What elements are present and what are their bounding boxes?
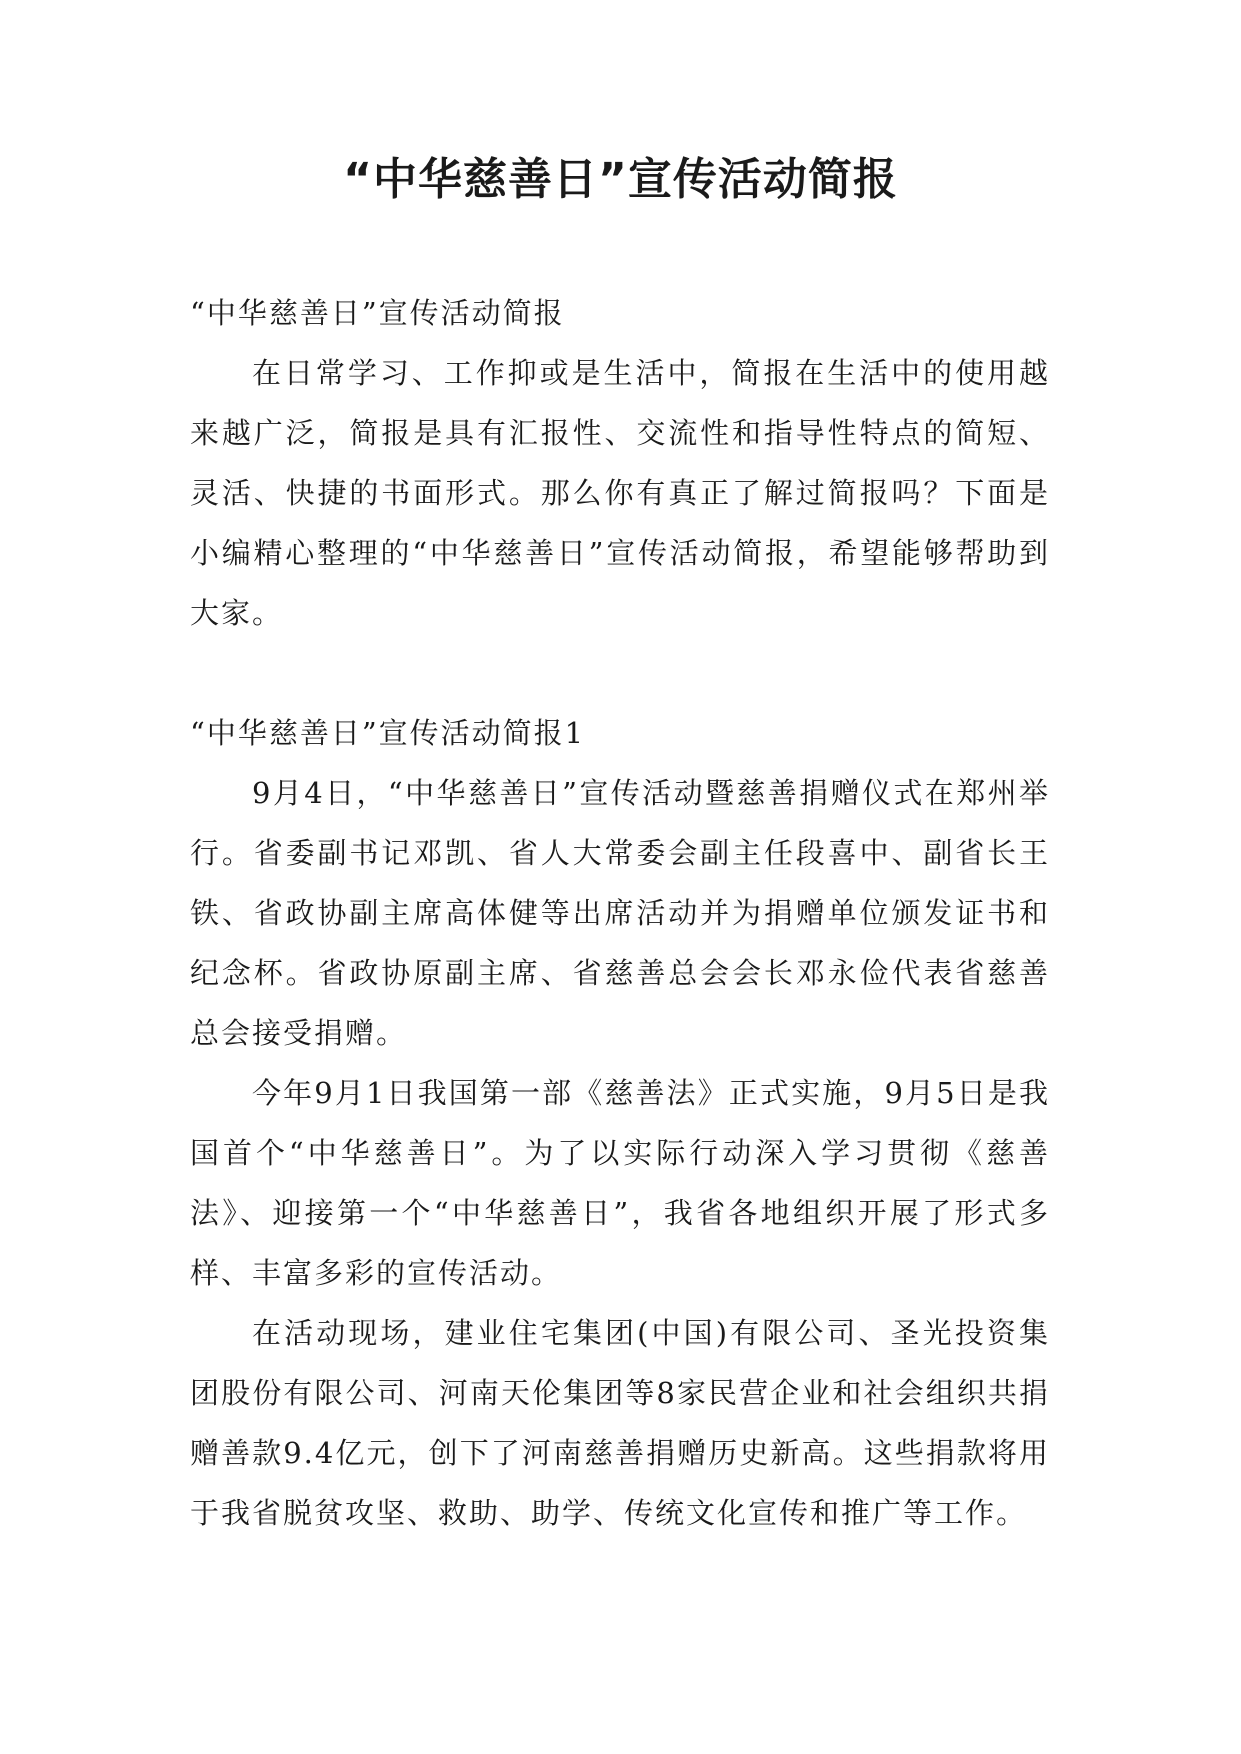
section-heading: “中华慈善日”宣传活动简报1: [190, 716, 586, 750]
body-paragraph: 在活动现场，建业住宅集团(中国)有限公司、圣光投资集团股份有限公司、河南天伦集团等8家民营企业和社会组织共捐赠善款9.4亿元，创下了河南慈善捐赠历史新高。这些捐款将用于我省脱贫攻坚、救助、助学、传统文化宣传和推广等工作。: [190, 1316, 1050, 1530]
document-subtitle: “中华慈善日”宣传活动简报: [190, 296, 565, 330]
body-paragraph: 今年9月1日我国第一部《慈善法》正式实施，9月5日是我国首个“中华慈善日”。为了以实际行动深入学习贯彻《慈善法》、迎接第一个“中华慈善日”，我省各地组织开展了形式多样、丰富多彩的宣传活动。: [190, 1076, 1050, 1290]
body-paragraph: 9月4日，“中华慈善日”宣传活动暨慈善捐赠仪式在郑州举行。省委副书记邓凯、省人大常委会副主任段喜中、副省长王铁、省政协副主席高体健等出席活动并为捐赠单位颁发证书和纪念杯。省政协原副主席、省慈善总会会长邓永俭代表省慈善总会接受捐赠。: [190, 776, 1050, 1050]
intro-paragraph: 在日常学习、工作抑或是生活中，简报在生活中的使用越来越广泛，简报是具有汇报性、交流性和指导性特点的简短、灵活、快捷的书面形式。那么你有真正了解过简报吗？下面是小编精心整理的“中华慈善日”宣传活动简报，希望能够帮助到大家。: [190, 356, 1050, 630]
paragraph-spacer: [190, 643, 1050, 703]
page-title: “中华慈善日”宣传活动简报: [343, 154, 898, 205]
document-body: [190, 283, 1050, 1543]
